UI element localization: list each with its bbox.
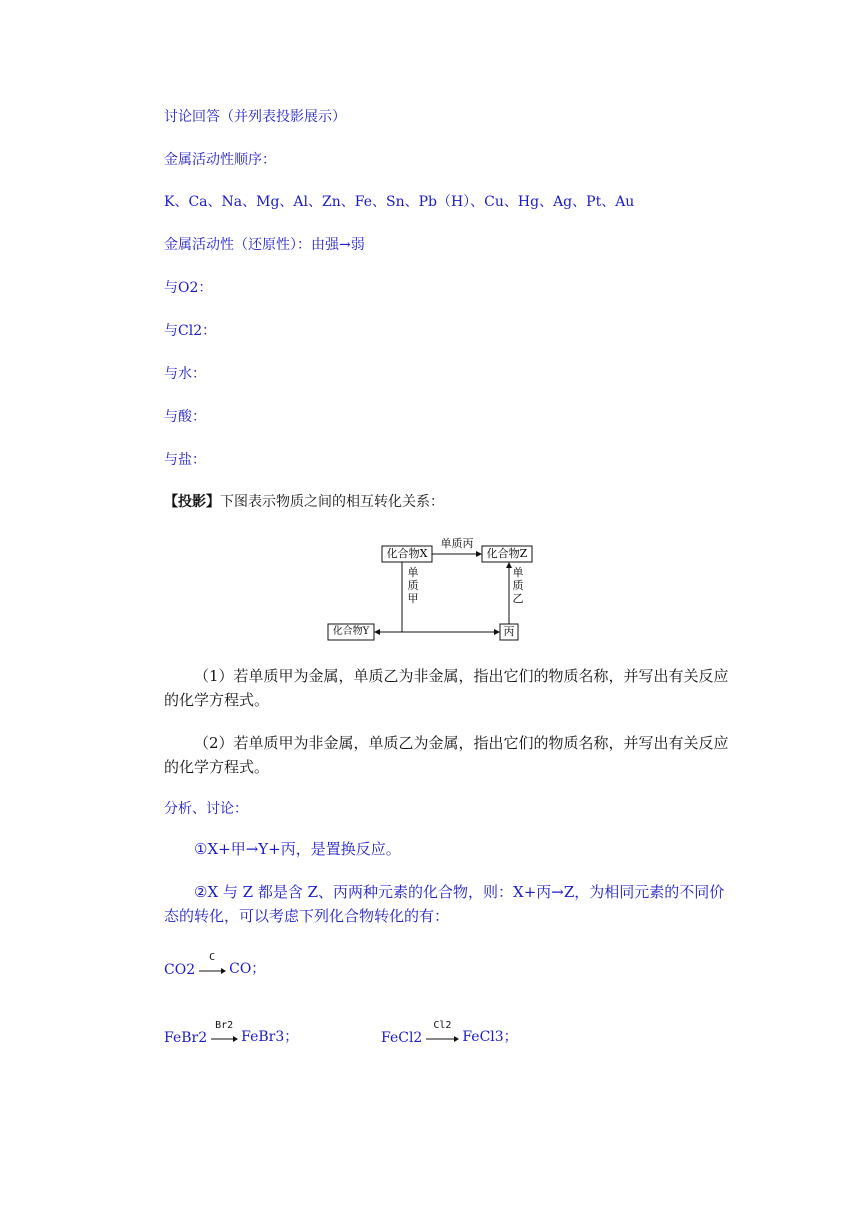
eq1-arrow-icon xyxy=(197,952,227,978)
line-with-water: 与水： xyxy=(164,366,206,382)
line-with-cl2: 与Cl2： xyxy=(164,323,217,339)
arrow-label-left xyxy=(406,566,420,605)
arrow-label-top: 单质丙 xyxy=(440,537,474,550)
line-analysis: 分析、讨论： xyxy=(164,801,248,817)
left-char-3: 甲 xyxy=(407,592,419,605)
eq3-arrow-icon xyxy=(424,1020,460,1046)
eq3-condition: Cl2 xyxy=(433,1020,452,1031)
left-char-2: 质 xyxy=(407,579,419,592)
arrow-label-right xyxy=(511,566,525,605)
line-activity-series: K、Ca、Na、Mg、Al、Zn、Fe、Sn、Pb（H）、Cu、Hg、Ag、Pt、Au xyxy=(164,194,635,210)
eq1-arrow xyxy=(197,952,227,978)
eq2-product: FeBr3； xyxy=(241,1029,299,1045)
eq2-arrow-icon xyxy=(209,1020,239,1046)
equation-co2 xyxy=(164,952,265,978)
eq3-reactant: FeCl2 xyxy=(381,1030,423,1046)
eq1-reactant: CO2 xyxy=(164,962,196,978)
line-activity-order-title: 金属活动性顺序： xyxy=(164,152,276,168)
line-with-acid: 与酸： xyxy=(164,409,206,425)
eq2-arrow xyxy=(209,1020,239,1046)
box-y-label: 化合物Y xyxy=(332,626,370,637)
line-reducing-strength: 金属活动性（还原性）：由强→弱 xyxy=(164,237,365,253)
box-bing-label: 丙 xyxy=(503,625,515,638)
projection-label: 【投影】 xyxy=(164,494,220,510)
right-char-3: 乙 xyxy=(512,592,524,605)
box-x-label: 化合物X xyxy=(386,547,428,560)
right-char-2: 质 xyxy=(512,579,524,592)
line-discussion: 讨论回答（并列表投影展示） xyxy=(164,109,346,125)
conversion-diagram xyxy=(320,538,540,646)
eq1-condition: C xyxy=(209,952,216,963)
equation-febr2 xyxy=(164,1020,298,1046)
eq1-product: CO； xyxy=(229,961,266,977)
point-1: ①X+甲→Y+丙，是置换反应。 xyxy=(194,840,401,858)
line-with-o2: 与O2： xyxy=(164,280,213,296)
point-2: ②X 与 Z 都是含 Z、丙两种元素的化合物，则：X+丙→Z，为相同元素的不同价态的转化，可以考虑下列化合物转化的有： xyxy=(164,883,725,925)
line-with-salt: 与盐： xyxy=(164,452,206,468)
eq2-condition: Br2 xyxy=(215,1020,234,1031)
eq3-product: FeCl3； xyxy=(462,1029,518,1045)
projection-line xyxy=(164,493,444,511)
projection-text: 下图表示物质之间的相互转化关系： xyxy=(220,494,444,510)
box-z-label: 化合物Z xyxy=(486,547,528,560)
equation-fecl2 xyxy=(381,1020,518,1046)
eq3-arrow xyxy=(424,1020,460,1046)
question-1: （1）若单质甲为金属，单质乙为非金属，指出它们的物质名称，并写出有关反应的化学方程式。 xyxy=(164,667,729,709)
left-char-1: 单 xyxy=(407,566,419,579)
eq2-reactant: FeBr2 xyxy=(164,1030,208,1046)
right-char-1: 单 xyxy=(512,566,524,579)
question-2: （2）若单质甲为非金属，单质乙为金属，指出它们的物质名称，并写出有关反应的化学方程式。 xyxy=(164,734,729,776)
